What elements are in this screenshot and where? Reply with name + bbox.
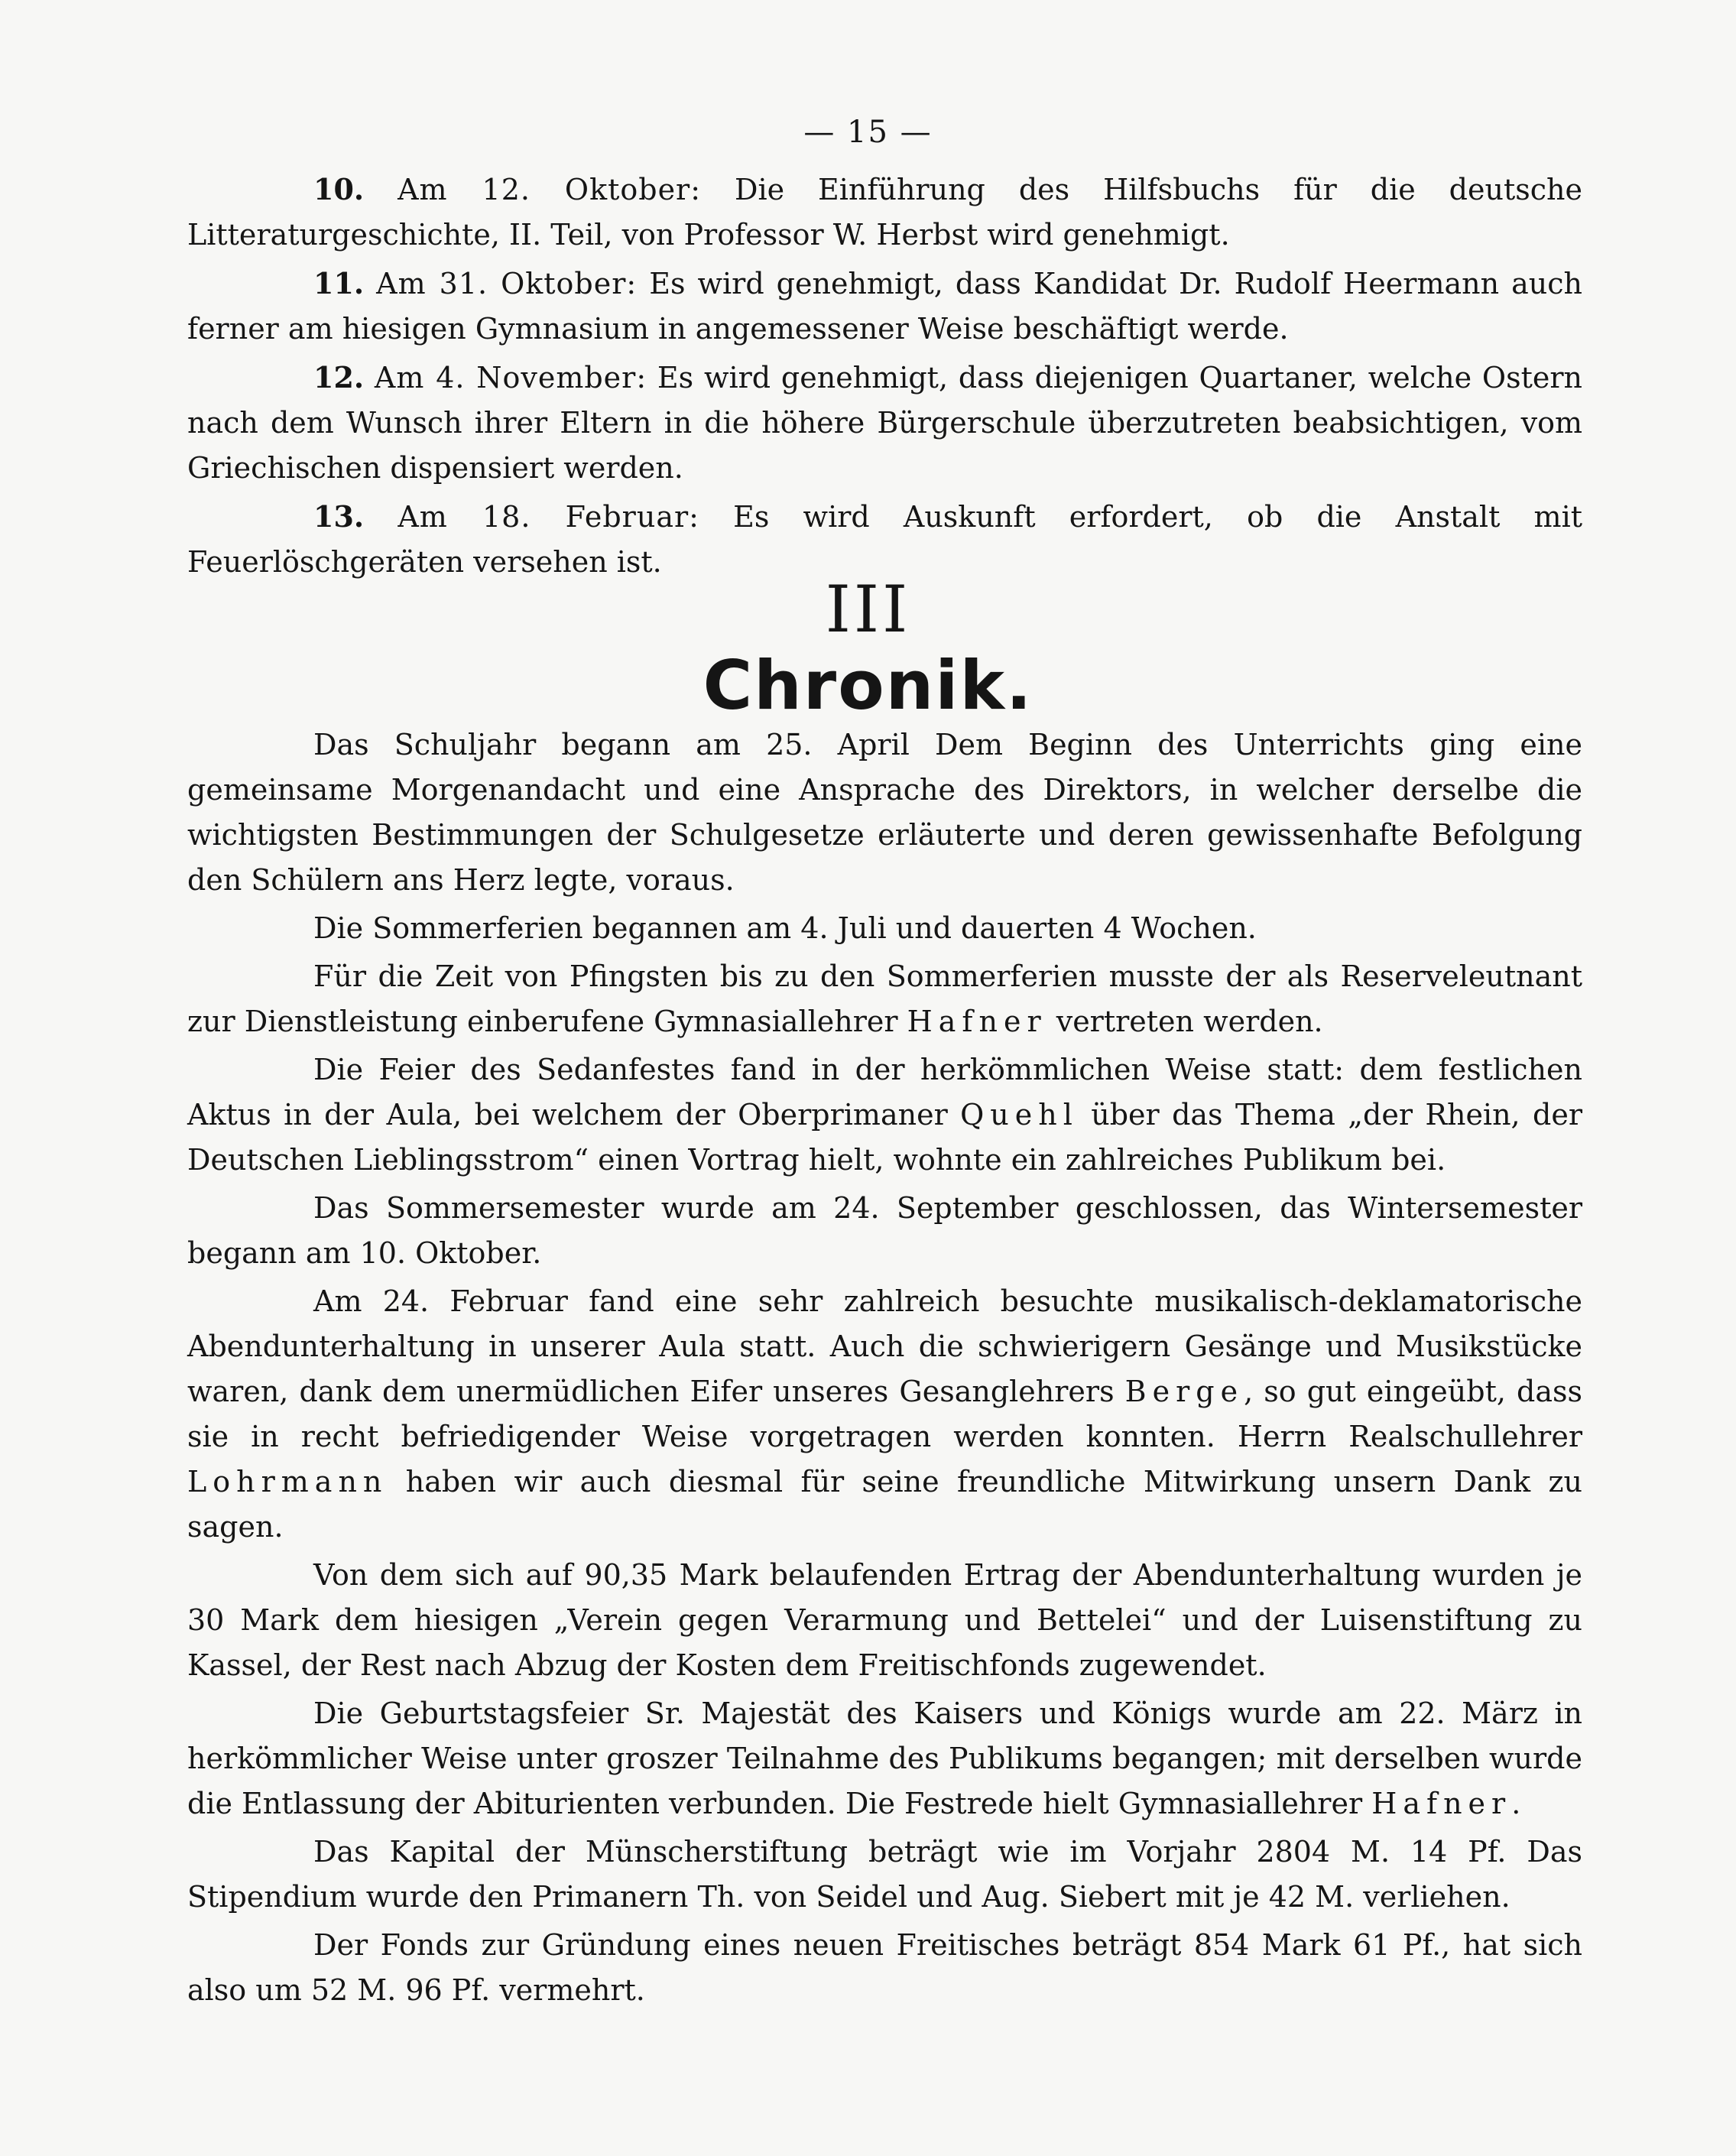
section-number: III	[825, 572, 911, 647]
paragraph	[187, 954, 1582, 1044]
paragraph-text: Am 24. Februar fand eine sehr zahlreich besuchte musikalisch-deklamatorische Abendunterhaltung in unserer Aula statt. Auch die schwierigern Gesänge und Musikstücke waren, dank dem unermüdlichen Eifer unseres Gesanglehrers	[187, 1284, 1582, 1408]
paragraph-text: Die Geburtstagsfeier Sr. Majestät des Kaisers und Königs wurde am 22. März in herkömmlicher Weise unter groszer Teilnahme des Publikums begangen; mit derselben wurde die Entlassung der Abiturienten verbunden. Die Festrede hielt Gymnasiallehrer	[187, 1697, 1582, 1820]
paragraph-text: Die Feier des Sedanfestes fand in der herkömmlichen Weise statt: dem festlichen Aktus in der Aula, bei welchem der Oberprimaner	[187, 1053, 1582, 1132]
order-date: Am 31. Oktober:	[376, 267, 638, 300]
paragraph-text: vertreten werden.	[1046, 1005, 1323, 1038]
order-number: 10.	[313, 172, 365, 206]
paragraph-text: haben wir auch diesmal für seine freundliche Mitwirkung unsern Dank zu sagen.	[187, 1465, 1582, 1544]
order-text: Es wird Auskunft erfordert, ob die Anstalt mit Feuerlöschgeräten versehen ist.	[187, 500, 1582, 579]
order-text: Es wird genehmigt, dass Kandidat Dr. Rudolf Heermann auch ferner am hiesigen Gymnasium in angemessener Weise beschäftigt werde.	[187, 267, 1582, 346]
paragraph-text: über das Thema „der Rhein, der Deutschen Lieblingsstrom“ einen Vortrag hielt, wohnte ein zahlreiches Publikum bei.	[187, 1098, 1582, 1177]
order-number: 13.	[313, 499, 365, 534]
paragraph: Von dem sich auf 90,35 Mark belaufenden Ertrag der Abendunterhaltung wurden je 30 Mark dem hiesigen „Verein gegen Verarmung und Bettelei“ und der Luisenstiftung zu Kassel, der Rest nach Abzug der Kosten dem Freitischfonds zugewendet.	[187, 1558, 1582, 1682]
paragraph: Die Sommerferien begannen am 4. Juli und dauerten 4 Wochen.	[313, 911, 1257, 945]
paragraph	[187, 1047, 1582, 1183]
chronik-body	[187, 722, 1582, 2016]
person-name: Lohrmann	[187, 1465, 388, 1498]
person-name: Hafner	[907, 1005, 1047, 1038]
paragraph	[187, 1279, 1582, 1550]
order-number: 12.	[313, 360, 365, 395]
paragraph	[187, 1691, 1582, 1826]
paragraph: Das Schuljahr begann am 25. April Dem Beginn des Unterrichts ging eine gemeinsame Morgenandacht und eine Ansprache des Direktors, in welcher derselbe die wichtigsten Bestimmungen der Schulgesetze erläuterte und deren gewissenhafte Befolgung den Schülern ans Herz legte, voraus.	[187, 728, 1582, 897]
paragraph: Das Kapital der Münscherstiftung beträgt wie im Vorjahr 2804 M. 14 Pf. Das Stipendium wurde den Primanern Th. von Seidel und Aug. Siebert mit je 42 M. verliehen.	[187, 1835, 1582, 1914]
order-entry	[187, 355, 1582, 491]
order-text: Die Einführung des Hilfsbuchs für die deutsche Litteraturgeschichte, II. Teil, von Professor W. Herbst wird genehmigt.	[187, 173, 1582, 252]
paragraph-text: , so gut eingeübt, dass sie in recht befriedigender Weise vorgetragen werden konnten. Herrn Realschullehrer	[187, 1375, 1582, 1453]
order-entry	[187, 261, 1582, 352]
person-name: Berge	[1124, 1375, 1244, 1408]
paragraph-text: .	[1511, 1787, 1521, 1820]
paragraph: Das Sommersemester wurde am 24. September geschlossen, das Wintersemester begann am 10. Oktober.	[187, 1191, 1582, 1270]
paragraph: Der Fonds zur Gründung eines neuen Freitisches beträgt 854 Mark 61 Pf., hat sich also um 52 M. 96 Pf. vermehrt.	[187, 1928, 1582, 2007]
order-entry	[187, 167, 1582, 258]
order-number: 11.	[313, 266, 365, 300]
page-number: — 15 —	[803, 115, 933, 150]
person-name: Hafner	[1371, 1787, 1512, 1820]
paragraph-text: Für die Zeit von Pfingsten bis zu den Sommerferien musste der als Reserveleutnant zur Dienstleistung einberufene Gymnasiallehrer	[187, 959, 1582, 1038]
person-name: Quehl	[960, 1098, 1079, 1132]
order-text: Es wird genehmigt, dass diejenigen Quartaner, welche Ostern nach dem Wunsch ihrer Eltern in die höhere Bürgerschule überzutreten beabsichtigen, vom Griechischen dispensiert werden.	[187, 361, 1582, 485]
order-date: Am 12. Oktober:	[397, 173, 702, 206]
order-date: Am 4. November:	[374, 361, 647, 395]
section-title: Chronik.	[703, 646, 1033, 725]
order-date: Am 18. Februar:	[397, 500, 699, 534]
orders-list	[187, 167, 1582, 588]
